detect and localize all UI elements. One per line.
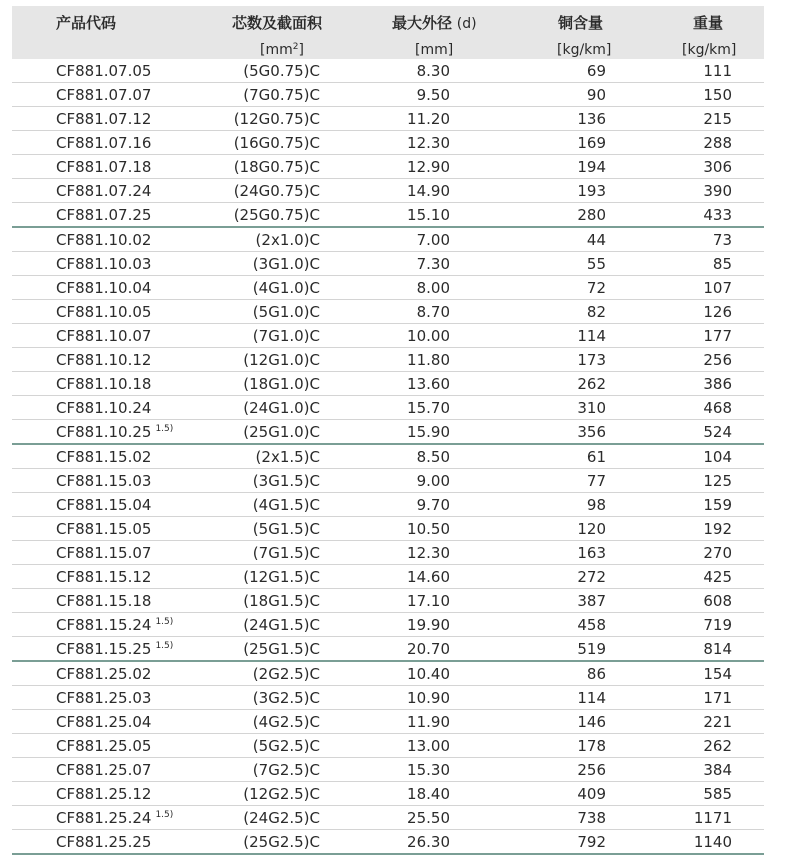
cell-product-code <box>56 566 151 588</box>
cell-product-code <box>56 349 151 371</box>
cell-cores-cross-section: (4G1.5)C <box>252 496 320 514</box>
table-row <box>12 59 764 83</box>
cell-copper-content: 178 <box>577 737 606 755</box>
cell-copper-content: 114 <box>577 689 606 707</box>
cell-weight: 125 <box>703 472 732 490</box>
cell-weight: 1171 <box>693 809 732 827</box>
cell-product-code <box>56 759 151 781</box>
table-row <box>12 686 764 710</box>
row-group <box>12 445 764 662</box>
cores-unit-close: ] <box>298 42 304 58</box>
table-row <box>12 806 764 830</box>
product-code-text: CF881.25.24 <box>56 809 152 827</box>
cell-max-diameter: 8.30 <box>416 62 450 80</box>
table-row <box>12 710 764 734</box>
product-code-text: CF881.07.16 <box>56 134 152 152</box>
table-row <box>12 830 764 853</box>
product-code-text: CF881.15.07 <box>56 544 152 562</box>
cell-cores-cross-section: (4G1.0)C <box>252 279 320 297</box>
cell-weight: 306 <box>703 158 732 176</box>
cell-max-diameter: 8.50 <box>416 448 450 466</box>
cell-cores-cross-section: (5G2.5)C <box>252 737 320 755</box>
cell-weight: 262 <box>703 737 732 755</box>
product-code-text: CF881.25.03 <box>56 689 152 707</box>
header-diameter-unit: [mm] <box>415 42 454 58</box>
cell-product-code <box>56 735 151 757</box>
cell-product-code <box>56 277 151 299</box>
cell-copper-content: 272 <box>577 568 606 586</box>
table-row <box>12 637 764 660</box>
cell-max-diameter: 12.90 <box>407 158 450 176</box>
product-code-text: CF881.10.25 <box>56 423 152 441</box>
table-row <box>12 203 764 226</box>
table-row <box>12 517 764 541</box>
cell-cores-cross-section: (5G1.0)C <box>252 303 320 321</box>
table-row <box>12 396 764 420</box>
cell-max-diameter: 10.90 <box>407 689 450 707</box>
product-code-text: CF881.10.24 <box>56 399 152 417</box>
cell-weight: 154 <box>703 665 732 683</box>
row-group <box>12 662 764 855</box>
product-code-text: CF881.25.12 <box>56 785 152 803</box>
cell-weight: 171 <box>703 689 732 707</box>
product-code-text: CF881.15.04 <box>56 496 152 514</box>
cell-product-code <box>56 180 151 202</box>
table-row <box>12 252 764 276</box>
table-row <box>12 662 764 686</box>
cell-cores-cross-section: (24G2.5)C <box>243 809 320 827</box>
cell-cores-cross-section: (18G1.5)C <box>243 592 320 610</box>
cell-copper-content: 173 <box>577 351 606 369</box>
cell-max-diameter: 25.50 <box>407 809 450 827</box>
cell-copper-content: 163 <box>577 544 606 562</box>
footnote-marker: 1.5) <box>155 424 174 434</box>
cell-copper-content: 193 <box>577 182 606 200</box>
cell-product-code <box>56 397 151 419</box>
cell-max-diameter: 8.00 <box>416 279 450 297</box>
cell-copper-content: 61 <box>586 448 606 466</box>
cell-weight: 270 <box>703 544 732 562</box>
cell-copper-content: 114 <box>577 327 606 345</box>
cell-product-code <box>56 470 151 492</box>
cell-weight: 221 <box>703 713 732 731</box>
product-code-text: CF881.15.12 <box>56 568 152 586</box>
product-code-text: CF881.25.07 <box>56 761 152 779</box>
product-code-text: CF881.10.05 <box>56 303 152 321</box>
cell-max-diameter: 15.30 <box>407 761 450 779</box>
cell-weight: 386 <box>703 375 732 393</box>
cell-weight: 585 <box>703 785 732 803</box>
table-row <box>12 300 764 324</box>
product-code-text: CF881.10.07 <box>56 327 152 345</box>
header-product-code: 产品代码 <box>56 14 117 32</box>
footnote-marker: 1.5) <box>155 810 174 820</box>
cell-max-diameter: 10.40 <box>407 665 450 683</box>
table-row <box>12 348 764 372</box>
table-row <box>12 613 764 637</box>
cell-copper-content: 519 <box>577 640 606 658</box>
cell-weight: 608 <box>703 592 732 610</box>
cell-product-code <box>56 590 151 612</box>
cell-weight: 111 <box>703 62 732 80</box>
cell-product-code <box>56 108 151 130</box>
cell-cores-cross-section: (25G0.75)C <box>233 206 320 224</box>
footnote-marker: 1.5) <box>155 617 174 627</box>
cell-weight: 524 <box>703 423 732 441</box>
cell-copper-content: 792 <box>577 833 606 851</box>
cell-copper-content: 356 <box>577 423 606 441</box>
cell-cores-cross-section: (12G2.5)C <box>243 785 320 803</box>
cell-cores-cross-section: (5G1.5)C <box>252 520 320 538</box>
product-code-text: CF881.07.24 <box>56 182 152 200</box>
cell-weight: 256 <box>703 351 732 369</box>
cell-weight: 150 <box>703 86 732 104</box>
cell-product-code <box>56 60 151 82</box>
row-group <box>12 228 764 445</box>
header-max-diameter-label: 最大外径 <box>392 14 453 32</box>
cell-max-diameter: 14.60 <box>407 568 450 586</box>
cell-max-diameter: 9.50 <box>416 86 450 104</box>
cell-product-code <box>56 831 151 853</box>
cell-max-diameter: 7.30 <box>416 255 450 273</box>
cell-max-diameter: 10.50 <box>407 520 450 538</box>
cell-copper-content: 256 <box>577 761 606 779</box>
cell-max-diameter: 20.70 <box>407 640 450 658</box>
product-code-text: CF881.10.04 <box>56 279 152 297</box>
cell-cores-cross-section: (2G2.5)C <box>252 665 320 683</box>
cell-product-code <box>56 783 151 805</box>
cores-unit-exponent: 2 <box>292 42 299 52</box>
cell-weight: 107 <box>703 279 732 297</box>
cell-copper-content: 136 <box>577 110 606 128</box>
product-code-text: CF881.10.18 <box>56 375 152 393</box>
product-code-text: CF881.10.03 <box>56 255 152 273</box>
cell-cores-cross-section: (24G1.5)C <box>243 616 320 634</box>
cell-weight: 468 <box>703 399 732 417</box>
cell-max-diameter: 10.00 <box>407 327 450 345</box>
cell-cores-cross-section: (3G2.5)C <box>252 689 320 707</box>
table-body <box>12 59 764 855</box>
product-code-text: CF881.15.24 <box>56 616 152 634</box>
product-code-text: CF881.15.03 <box>56 472 152 490</box>
cell-max-diameter: 19.90 <box>407 616 450 634</box>
product-code-text: CF881.07.07 <box>56 86 152 104</box>
header-copper-content: 铜含量 <box>558 14 604 32</box>
table-row <box>12 565 764 589</box>
cell-copper-content: 44 <box>586 231 606 249</box>
product-code-text: CF881.25.25 <box>56 833 152 851</box>
cell-weight: 177 <box>703 327 732 345</box>
cell-cores-cross-section: (25G1.5)C <box>243 640 320 658</box>
table-row <box>12 541 764 565</box>
row-group <box>12 59 764 228</box>
cell-cores-cross-section: (7G1.5)C <box>252 544 320 562</box>
cell-product-code <box>56 325 151 347</box>
cell-product-code <box>56 446 151 468</box>
cell-copper-content: 738 <box>577 809 606 827</box>
cell-weight: 719 <box>703 616 732 634</box>
product-code-text: CF881.07.18 <box>56 158 152 176</box>
table-row <box>12 107 764 131</box>
cell-cores-cross-section: (7G0.75)C <box>243 86 320 104</box>
cell-weight: 126 <box>703 303 732 321</box>
table-row <box>12 493 764 517</box>
cell-weight: 104 <box>703 448 732 466</box>
table-row <box>12 734 764 758</box>
cell-copper-content: 90 <box>586 86 606 104</box>
cell-product-code <box>56 253 151 275</box>
cell-copper-content: 72 <box>586 279 606 297</box>
cell-max-diameter: 7.00 <box>416 231 450 249</box>
cell-weight: 288 <box>703 134 732 152</box>
cell-cores-cross-section: (16G0.75)C <box>233 134 320 152</box>
cell-max-diameter: 9.70 <box>416 496 450 514</box>
cell-weight: 384 <box>703 761 732 779</box>
cell-copper-content: 146 <box>577 713 606 731</box>
table-row <box>12 131 764 155</box>
cell-product-code <box>56 663 151 685</box>
cell-weight: 159 <box>703 496 732 514</box>
cell-copper-content: 310 <box>577 399 606 417</box>
header-copper-unit: [kg/km] <box>557 42 612 58</box>
product-code-text: CF881.25.02 <box>56 665 152 683</box>
table-row <box>12 420 764 443</box>
cell-cores-cross-section: (24G0.75)C <box>233 182 320 200</box>
cell-copper-content: 98 <box>586 496 606 514</box>
cell-cores-cross-section: (2x1.0)C <box>255 231 320 249</box>
header-max-diameter-symbol: (d) <box>456 16 477 32</box>
cell-product-code <box>56 204 151 226</box>
table-row <box>12 372 764 396</box>
cell-weight: 390 <box>703 182 732 200</box>
cell-product-code <box>56 156 151 178</box>
cell-weight: 433 <box>703 206 732 224</box>
header-weight: 重量 <box>693 14 724 32</box>
cell-copper-content: 86 <box>586 665 606 683</box>
cell-copper-content: 55 <box>586 255 606 273</box>
cell-product-code <box>56 518 151 540</box>
cell-max-diameter: 8.70 <box>416 303 450 321</box>
cell-weight: 192 <box>703 520 732 538</box>
product-code-text: CF881.15.18 <box>56 592 152 610</box>
cell-product-code <box>56 614 173 636</box>
cell-max-diameter: 11.90 <box>407 713 450 731</box>
cell-max-diameter: 12.30 <box>407 134 450 152</box>
product-code-text: CF881.25.05 <box>56 737 152 755</box>
cell-cores-cross-section: (18G1.0)C <box>243 375 320 393</box>
cell-cores-cross-section: (3G1.5)C <box>252 472 320 490</box>
cell-max-diameter: 12.30 <box>407 544 450 562</box>
cell-copper-content: 77 <box>586 472 606 490</box>
table-row <box>12 469 764 493</box>
cell-weight: 425 <box>703 568 732 586</box>
table-row <box>12 155 764 179</box>
cell-product-code <box>56 638 173 660</box>
cell-cores-cross-section: (5G0.75)C <box>243 62 320 80</box>
header-max-diameter <box>392 14 477 33</box>
cell-weight: 814 <box>703 640 732 658</box>
cell-max-diameter: 11.80 <box>407 351 450 369</box>
cell-product-code <box>56 807 173 829</box>
table-header <box>12 6 764 59</box>
cell-copper-content: 280 <box>577 206 606 224</box>
cell-product-code <box>56 687 151 709</box>
cell-weight: 85 <box>712 255 732 273</box>
product-code-text: CF881.07.12 <box>56 110 152 128</box>
cell-cores-cross-section: (12G0.75)C <box>233 110 320 128</box>
cell-max-diameter: 18.40 <box>407 785 450 803</box>
cell-product-code <box>56 84 151 106</box>
cell-cores-cross-section: (24G1.0)C <box>243 399 320 417</box>
cell-cores-cross-section: (12G1.5)C <box>243 568 320 586</box>
table-row <box>12 228 764 252</box>
cell-max-diameter: 26.30 <box>407 833 450 851</box>
cell-copper-content: 262 <box>577 375 606 393</box>
table-row <box>12 445 764 469</box>
cell-cores-cross-section: (3G1.0)C <box>252 255 320 273</box>
cell-product-code <box>56 229 151 251</box>
cell-copper-content: 409 <box>577 785 606 803</box>
cell-product-code <box>56 301 151 323</box>
cell-cores-cross-section: (25G1.0)C <box>243 423 320 441</box>
table-row <box>12 179 764 203</box>
table-row <box>12 276 764 300</box>
cell-weight: 73 <box>712 231 732 249</box>
cell-max-diameter: 11.20 <box>407 110 450 128</box>
cell-product-code <box>56 711 151 733</box>
product-code-text: CF881.07.25 <box>56 206 152 224</box>
table-row <box>12 589 764 613</box>
header-cores-unit <box>260 42 304 59</box>
cell-product-code <box>56 542 151 564</box>
table-row <box>12 324 764 348</box>
cell-max-diameter: 17.10 <box>407 592 450 610</box>
header-cores-cross-section: 芯数及截面积 <box>232 14 323 32</box>
product-code-text: CF881.07.05 <box>56 62 152 80</box>
cell-cores-cross-section: (7G1.0)C <box>252 327 320 345</box>
cell-cores-cross-section: (7G2.5)C <box>252 761 320 779</box>
cell-cores-cross-section: (4G2.5)C <box>252 713 320 731</box>
cell-copper-content: 169 <box>577 134 606 152</box>
cores-unit-base: [mm <box>260 42 293 58</box>
cell-cores-cross-section: (12G1.0)C <box>243 351 320 369</box>
header-weight-unit: [kg/km] <box>682 42 737 58</box>
cell-max-diameter: 14.90 <box>407 182 450 200</box>
product-code-text: CF881.25.04 <box>56 713 152 731</box>
cell-copper-content: 120 <box>577 520 606 538</box>
cell-max-diameter: 15.10 <box>407 206 450 224</box>
cell-product-code <box>56 132 151 154</box>
cell-copper-content: 194 <box>577 158 606 176</box>
cell-weight: 1140 <box>693 833 732 851</box>
cell-copper-content: 69 <box>586 62 606 80</box>
cell-weight: 215 <box>703 110 732 128</box>
product-code-text: CF881.10.02 <box>56 231 152 249</box>
cell-max-diameter: 9.00 <box>416 472 450 490</box>
table-row <box>12 782 764 806</box>
product-code-text: CF881.15.25 <box>56 640 152 658</box>
cell-max-diameter: 13.00 <box>407 737 450 755</box>
cell-max-diameter: 13.60 <box>407 375 450 393</box>
cell-product-code <box>56 494 151 516</box>
cell-cores-cross-section: (25G2.5)C <box>243 833 320 851</box>
table-row <box>12 758 764 782</box>
cell-copper-content: 82 <box>586 303 606 321</box>
footnote-marker: 1.5) <box>155 641 174 651</box>
cell-product-code <box>56 421 173 443</box>
cell-cores-cross-section: (18G0.75)C <box>233 158 320 176</box>
cell-cores-cross-section: (2x1.5)C <box>255 448 320 466</box>
cell-copper-content: 458 <box>577 616 606 634</box>
cell-product-code <box>56 373 151 395</box>
product-code-text: CF881.10.12 <box>56 351 152 369</box>
cell-max-diameter: 15.90 <box>407 423 450 441</box>
product-code-text: CF881.15.02 <box>56 448 152 466</box>
table-row <box>12 83 764 107</box>
cell-copper-content: 387 <box>577 592 606 610</box>
product-code-text: CF881.15.05 <box>56 520 152 538</box>
cell-max-diameter: 15.70 <box>407 399 450 417</box>
